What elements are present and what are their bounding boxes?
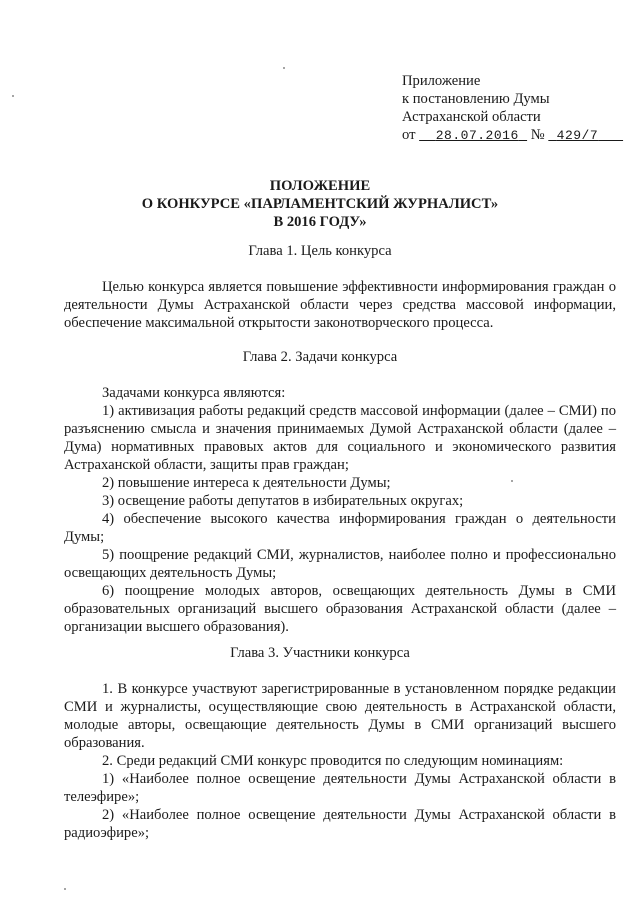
- chapter-1-body: [64, 278, 616, 332]
- chapter-2-heading: Глава 2. Задачи конкурса: [242, 349, 398, 365]
- appendix-block: [402, 72, 623, 145]
- scan-speck: [511, 480, 513, 482]
- chapter-2-item-1: 1) активизация работы редакций средств массовой информации (далее – СМИ) по разъяснению смысла и значения принимаемых Думой Астраханской области (далее – Дума) нормативных правовых актов для социального и экономического развития Астраханской области, защиты прав граждан;: [64, 403, 616, 473]
- chapter-2-intro: Задачами конкурса являются:: [102, 385, 286, 401]
- chapter-2-item-3: 3) освещение работы депутатов в избирательных округах;: [102, 493, 464, 509]
- chapter-1-paragraph: Целью конкурса является повышение эффективности информирования граждан о деятельности Думы Астраханской области через средства массовой информации, обеспечение максимальной открытости законотворческого процесса.: [64, 279, 616, 331]
- title-line-1: ПОЛОЖЕНИЕ: [269, 178, 371, 194]
- chapter-2-item-2: 2) повышение интереса к деятельности Думы;: [102, 475, 391, 491]
- chapter-3-item-3: 1) «Наиболее полное освещение деятельности Думы Астраханской области в телеэфире»;: [64, 771, 616, 805]
- scan-speck: [64, 888, 66, 890]
- document-title: [0, 177, 640, 231]
- chapter-2-item-4: 4) обеспечение высокого качества информирования граждан о деятельности Думы;: [64, 511, 616, 545]
- title-line-3: В 2016 ГОДУ»: [273, 214, 367, 230]
- appendix-line-2: к постановлению Думы: [402, 91, 550, 107]
- chapter-3-item-1: 1. В конкурсе участвуют зарегистрированные в установленном порядке редакции СМИ и журналисты, осуществляющие свою деятельность в Астраханской области, молодые авторы, освещающие деятельность Думы в СМИ организаций высшего образования.: [64, 681, 616, 751]
- chapter-2-item-5: 5) поощрение редакций СМИ, журналистов, наиболее полно и профессионально освещающих деятельность Думы;: [64, 547, 616, 581]
- title-line-2: О КОНКУРСЕ «ПАРЛАМЕНТСКИЙ ЖУРНАЛИСТ»: [141, 196, 499, 212]
- chapter-2-item-6: 6) поощрение молодых авторов, освещающих деятельность Думы в СМИ образовательных организаций высшего образования Астраханской области (далее – организации высшего образования).: [64, 583, 616, 635]
- chapter-1-heading: Глава 1. Цель конкурса: [248, 243, 392, 259]
- scan-speck: [283, 67, 285, 69]
- appendix-date: 28.07.2016: [435, 128, 519, 143]
- date-prefix: от: [402, 127, 416, 143]
- chapter-3-heading: Глава 3. Участники конкурса: [230, 645, 410, 661]
- chapter-2-body: [64, 384, 616, 636]
- appendix-number: 429/7: [556, 128, 599, 143]
- chapter-3-body: [64, 680, 616, 842]
- chapter-3-item-2: 2. Среди редакций СМИ конкурс проводится по следующим номинациям:: [102, 753, 564, 769]
- scan-speck: [12, 95, 14, 97]
- chapter-3-item-4: 2) «Наиболее полное освещение деятельности Думы Астраханской области в радиоэфире»;: [64, 807, 616, 841]
- appendix-date-line: [402, 126, 623, 145]
- appendix-line-3: Астраханской области: [402, 109, 541, 125]
- appendix-line-1: Приложение: [402, 73, 481, 89]
- number-sign: №: [530, 127, 545, 143]
